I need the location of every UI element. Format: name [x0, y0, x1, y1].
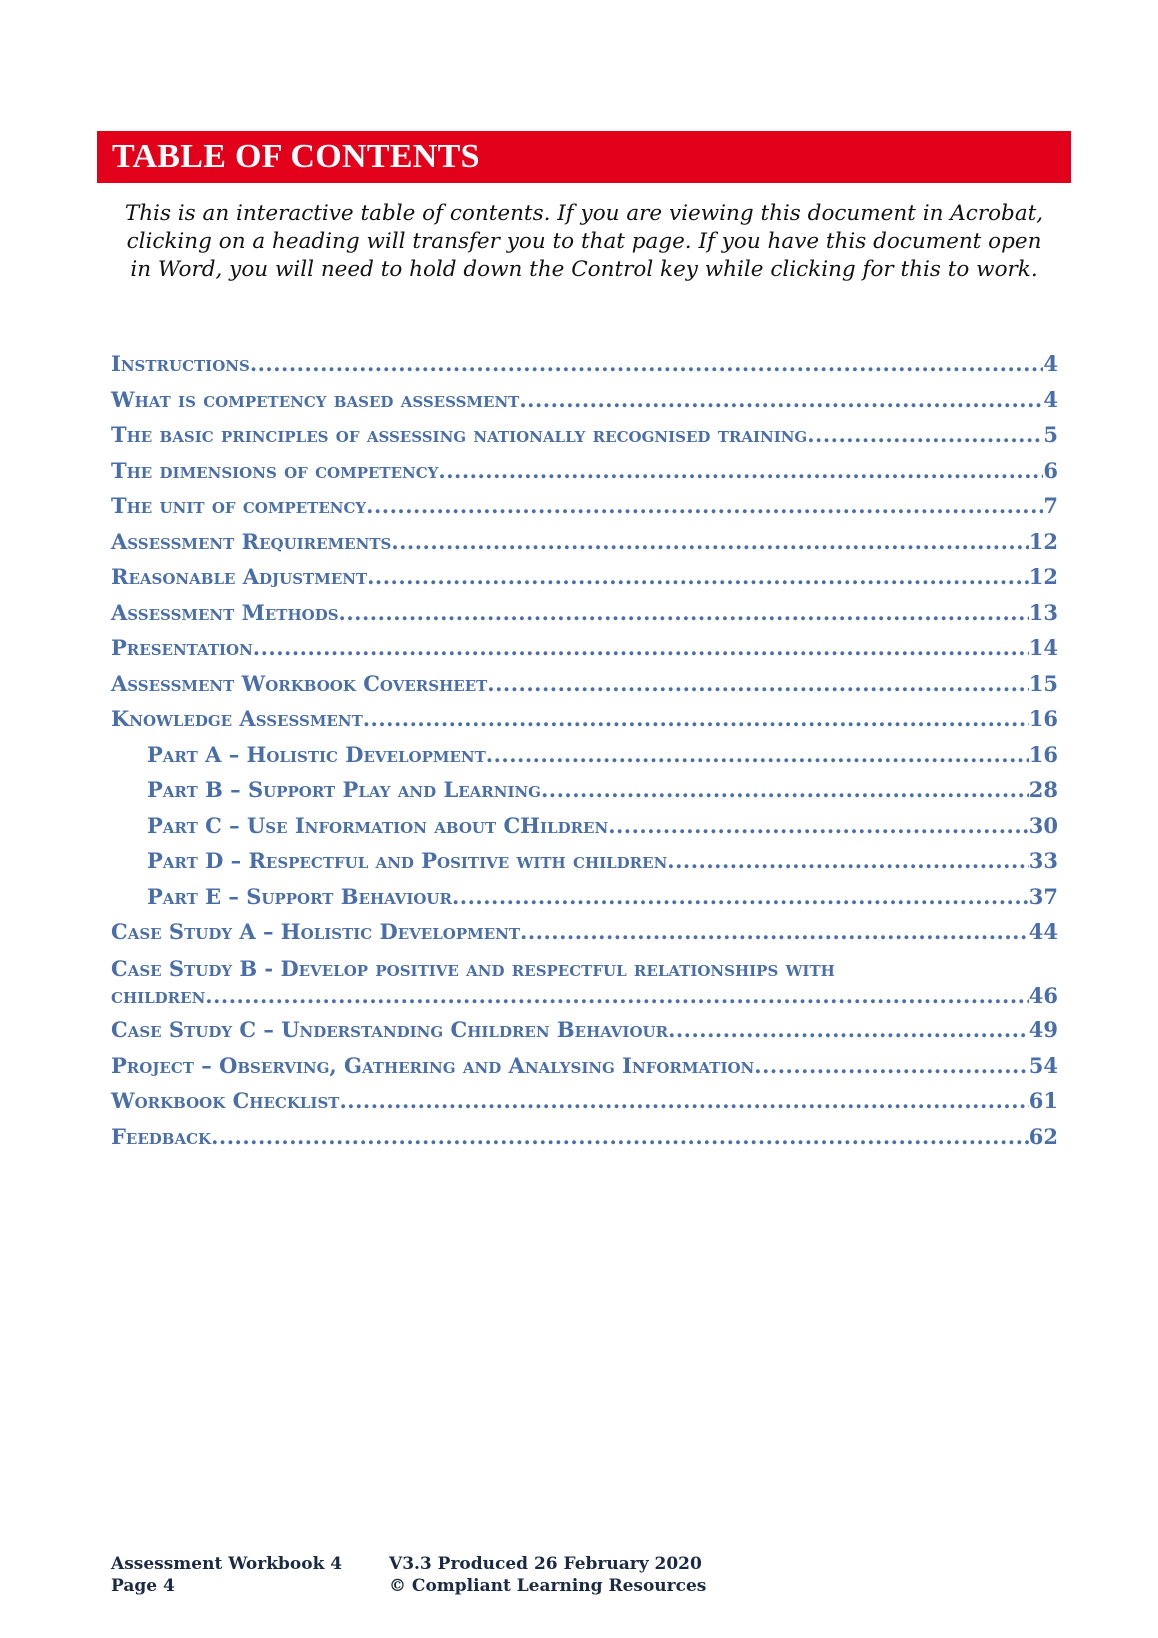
toc-page: 13	[1028, 599, 1058, 625]
toc-leader	[754, 1053, 1029, 1078]
toc-leader	[608, 813, 1029, 838]
toc-entry-project[interactable]	[111, 1053, 1058, 1089]
toc-label: children	[111, 982, 206, 1008]
toc-leader	[438, 458, 1043, 483]
toc-leader	[668, 1017, 1029, 1042]
toc-label: The dimensions of competency	[111, 457, 439, 483]
footer-workbook-title: Assessment Workbook 4	[111, 1554, 343, 1574]
toc-leader	[807, 422, 1043, 447]
toc-label: Part E – Support Behaviour	[147, 883, 452, 909]
toc-entry-part-b[interactable]	[111, 777, 1058, 813]
toc-leader	[452, 884, 1029, 909]
toc-label: Workbook Checklist	[111, 1088, 340, 1113]
toc-leader	[520, 919, 1029, 944]
toc-entry-assessment-requirements[interactable]	[111, 529, 1058, 565]
toc-leader	[367, 564, 1029, 589]
toc-leader	[391, 529, 1028, 554]
toc-entry-presentation[interactable]	[111, 635, 1058, 671]
toc-entry-part-c[interactable]	[111, 813, 1058, 849]
toc-leader	[363, 706, 1029, 731]
toc-label: Instructions	[111, 351, 250, 376]
toc-label: Assessment Requirements	[111, 528, 392, 554]
toc-page: 16	[1028, 741, 1058, 767]
toc-page: 62	[1028, 1123, 1058, 1149]
toc-entry-case-study-a[interactable]	[111, 919, 1058, 955]
toc-page: 5	[1043, 422, 1058, 447]
toc-entry-knowledge-assessment[interactable]	[111, 706, 1058, 742]
toc-label: Case Study C – Understanding Children Behaviour	[111, 1017, 669, 1042]
toc-entry-assessment-methods[interactable]	[111, 600, 1058, 636]
toc-page: 4	[1043, 386, 1058, 412]
toc-banner	[97, 131, 1071, 183]
page-title: TABLE OF CONTENTS	[112, 138, 480, 175]
toc-leader	[339, 1088, 1028, 1113]
footer-page-number: Page 4	[111, 1576, 175, 1596]
toc-leader	[519, 387, 1043, 412]
toc-label: Part B – Support Play and Learning	[147, 777, 541, 802]
toc-label: Assessment Methods	[111, 599, 339, 625]
toc-entry-instructions[interactable]	[111, 351, 1058, 387]
toc-leader	[366, 493, 1043, 518]
toc-page: 15	[1028, 670, 1058, 696]
toc-label: Part C – Use Information about CHildren	[147, 812, 609, 838]
toc-entry-part-a[interactable]	[111, 742, 1058, 778]
toc-label: Part A – Holistic Development	[147, 741, 486, 767]
toc-page: 6	[1043, 457, 1058, 483]
toc-label: Knowledge Assessment	[111, 706, 363, 731]
toc-label-continuation	[111, 982, 1058, 1018]
toc-page: 16	[1028, 706, 1058, 731]
toc-page: 12	[1028, 528, 1058, 554]
toc-page: 37	[1028, 883, 1058, 909]
toc-entry-competency-based-assessment[interactable]	[111, 387, 1058, 423]
toc-entry-workbook-checklist[interactable]	[111, 1088, 1058, 1124]
toc-leader	[339, 600, 1029, 625]
toc-label: Assessment Workbook Coversheet	[111, 670, 488, 696]
toc-page: 49	[1028, 1017, 1058, 1042]
toc-entry-feedback[interactable]	[111, 1124, 1058, 1160]
toc-leader	[667, 848, 1028, 873]
toc-entry-case-study-b[interactable]	[111, 955, 1058, 1018]
toc-page: 46	[1028, 982, 1058, 1008]
toc-leader	[541, 777, 1029, 802]
toc-label: The basic principles of assessing nationally recognised training	[111, 422, 808, 447]
toc-entry-basic-principles[interactable]	[111, 422, 1058, 458]
toc-leader	[250, 351, 1044, 376]
footer-version: V3.3 Produced 26 February 2020	[389, 1554, 702, 1574]
toc-leader	[486, 742, 1029, 767]
toc-page: 30	[1028, 812, 1058, 838]
toc-page: 12	[1028, 564, 1058, 589]
toc-label: Reasonable Adjustment	[111, 564, 368, 589]
toc-label: Project – Observing, Gathering and Analysing Information	[111, 1052, 755, 1078]
toc-label: Part D – Respectful and Positive with children	[147, 848, 668, 873]
footer-right	[389, 1553, 706, 1597]
toc-label: What is competency based assessment	[111, 386, 520, 412]
toc-page: 4	[1043, 351, 1058, 376]
toc-label: The unit of competency	[111, 493, 367, 518]
toc-entry-dimensions-of-competency[interactable]	[111, 458, 1058, 494]
toc-entry-case-study-c[interactable]	[111, 1017, 1058, 1053]
toc-leader	[487, 671, 1028, 696]
toc-page: 54	[1028, 1052, 1058, 1078]
toc-page: 14	[1028, 635, 1058, 660]
toc-page: 28	[1028, 777, 1058, 802]
toc-label: Feedback	[111, 1123, 212, 1149]
toc-entry-part-d[interactable]	[111, 848, 1058, 884]
toc-page: 7	[1043, 493, 1058, 518]
toc-page: 61	[1028, 1088, 1058, 1113]
intro-text: This is an interactive table of contents. If you are viewing this document in Acrobat, clicking on a heading will transfer you to that page. If you have this document open in Word, you will need to hold down the Control key while clicking for this to work.	[124, 201, 1044, 282]
toc-entry-unit-of-competency[interactable]	[111, 493, 1058, 529]
table-of-contents	[111, 351, 1058, 1159]
toc-label: Presentation	[111, 635, 253, 660]
toc-label: Case Study B - Develop positive and respectful relationships with	[111, 955, 835, 981]
toc-leader	[253, 635, 1029, 660]
toc-entry-reasonable-adjustment[interactable]	[111, 564, 1058, 600]
toc-page: 33	[1028, 848, 1058, 873]
toc-leader	[211, 1124, 1029, 1149]
toc-leader	[205, 982, 1028, 1009]
toc-page: 44	[1028, 919, 1058, 944]
footer-copyright: © Compliant Learning Resources	[389, 1576, 707, 1596]
toc-label: Case Study A – Holistic Development	[111, 919, 521, 944]
footer-left	[111, 1553, 342, 1597]
toc-entry-workbook-coversheet[interactable]	[111, 671, 1058, 707]
toc-entry-part-e[interactable]	[111, 884, 1058, 920]
